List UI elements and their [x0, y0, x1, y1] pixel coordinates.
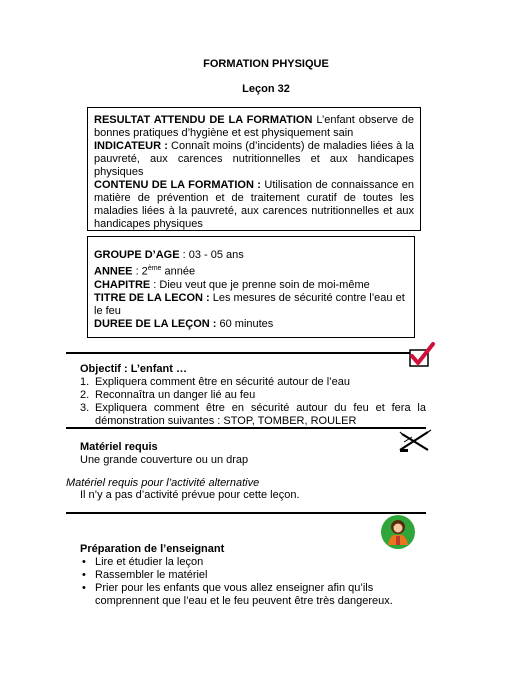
- page-title: FORMATION PHYSIQUE: [203, 58, 329, 70]
- bullet: •: [82, 569, 86, 581]
- materiel-rule: [66, 427, 426, 429]
- materiel-text: Une grande couverture ou un drap: [80, 454, 249, 466]
- annee-line: [94, 262, 408, 279]
- objectif-rule: [66, 352, 426, 354]
- item-number: 2.: [80, 389, 90, 401]
- resultat-paragraph: [94, 114, 414, 140]
- annee-label: ANNEE: [94, 265, 133, 278]
- chapitre-line: [94, 279, 408, 292]
- alternative-text: Il n’y a pas d’activité prévue pour cette leçon.: [80, 489, 300, 501]
- list-item: [80, 569, 430, 582]
- objectif-list: [80, 376, 426, 428]
- crayons-icon: [398, 428, 432, 454]
- item-number: 1.: [80, 376, 90, 388]
- indicateur-label: INDICATEUR :: [94, 140, 168, 152]
- teacher-icon: [380, 513, 416, 551]
- contenu-paragraph: [94, 179, 414, 231]
- contenu-text: Utilisation de connaissance en matière de prévention et de traitement curatif de toutes les maladies liées à la pauvreté, aux carences nutritionnelles et aux handicapes physiques: [94, 179, 414, 230]
- list-item: [80, 582, 430, 608]
- titre-line: [94, 292, 408, 318]
- duree-line: [94, 318, 408, 331]
- materiel-heading: Matériel requis: [80, 441, 158, 453]
- preparation-heading: Préparation de l’enseignant: [80, 543, 225, 555]
- list-item: [80, 389, 426, 402]
- groupe-line: [94, 249, 408, 262]
- objectif-heading: Objectif : L’enfant …: [80, 363, 187, 375]
- preparation-list: [80, 556, 430, 608]
- item-text: Lire et étudier la leçon: [95, 556, 204, 568]
- groupe-text: : 03 - 05 ans: [179, 249, 244, 261]
- duree-label: DUREE DE LA LEÇON :: [94, 317, 217, 330]
- item-text: Rassembler le matériel: [95, 569, 208, 581]
- alternative-heading: Matériel requis pour l’activité alternative: [66, 477, 260, 489]
- chapitre-label: CHAPITRE: [94, 278, 151, 291]
- item-text: Prier pour les enfants que vous allez enseigner afin qu’ils comprennent que l’eau et le feu peuvent être très dangereux.: [95, 582, 393, 607]
- item-number: 3.: [80, 402, 90, 414]
- bullet: •: [82, 556, 86, 568]
- list-item: [80, 402, 426, 428]
- item-text: Expliquera comment être en sécurité autour de l’eau: [95, 376, 350, 388]
- annee-text-post: année: [161, 265, 196, 278]
- list-item: [80, 376, 426, 389]
- titre-label: TITRE DE LA LECON :: [94, 291, 210, 304]
- resultat-text: L’enfant observe de bonnes pratiques d’hygiène et est physiquement sain: [94, 114, 414, 139]
- indicateur-paragraph: [94, 140, 414, 179]
- contenu-label: CONTENU DE LA FORMATION :: [94, 179, 261, 191]
- bullet: •: [82, 582, 86, 594]
- list-item: [80, 556, 430, 569]
- lesson-info-box: [87, 236, 415, 338]
- chapitre-text: : Dieu veut que je prenne soin de moi-même: [150, 278, 370, 291]
- annee-sup: ème: [147, 265, 162, 272]
- titre-text: Les mesures de sécurité contre l’eau et le feu: [94, 291, 405, 317]
- item-text: Expliquera comment être en sécurité autour du feu et fera la démonstration suivantes : STOP, TOMBER, ROULER: [95, 402, 426, 427]
- item-text: Reconnaîtra un danger lié au feu: [95, 389, 256, 401]
- preparation-rule: [66, 512, 426, 514]
- checkbox-icon: [406, 341, 436, 369]
- indicateur-text: Connaît moins (d’incidents) de maladies liées à la pauvreté, aux carences nutritionnelles et aux handicapes physiques: [94, 140, 415, 178]
- lesson-number: Leçon 32: [242, 83, 290, 95]
- duree-text: 60 minutes: [216, 317, 274, 330]
- resultat-label: RESULTAT ATTENDU DE LA FORMATION: [94, 114, 313, 126]
- groupe-label: GROUPE D’AGE: [94, 249, 180, 261]
- formation-box: [87, 107, 421, 231]
- annee-text: : 2: [132, 265, 148, 278]
